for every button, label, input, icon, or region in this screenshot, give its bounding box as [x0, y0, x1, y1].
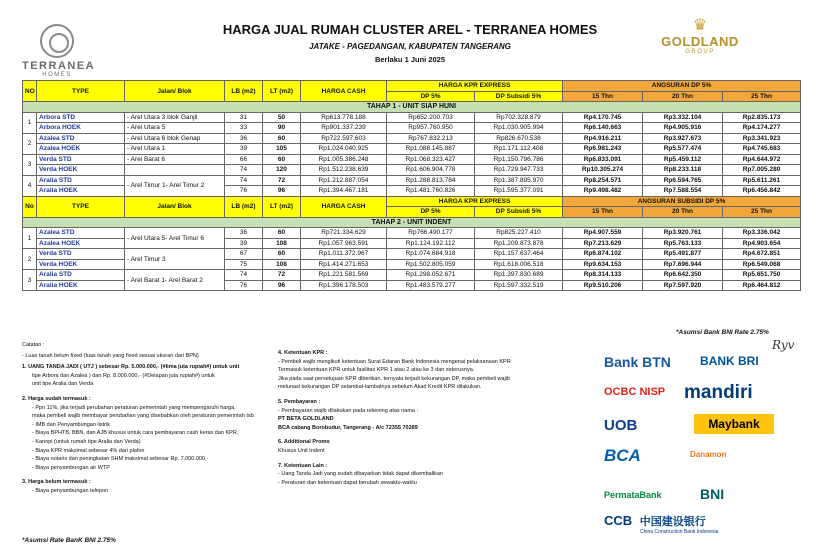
table-row	[23, 228, 801, 239]
cell-no: 1	[23, 112, 37, 133]
notes-list-item: - Ppn 11%, jika terjadi perubahan peraturan pemerintah yang mempengaruhi harga,	[32, 404, 236, 411]
cell-a20: Rp3.920.761	[643, 228, 723, 239]
notes-belum-title: 3. Harga belum termasuk :	[22, 479, 91, 486]
cell-a15: Rp9.634.153	[563, 259, 643, 270]
cell-cash: Rp613.778.188	[301, 112, 387, 123]
cell-a25: Rp3.336.042	[723, 228, 801, 239]
cell-a15: Rp4.916.211	[563, 133, 643, 144]
cell-cash: Rp1.011.372.967	[301, 249, 387, 260]
price-table	[22, 80, 801, 291]
cell-cash: Rp1.396.178.503	[301, 280, 387, 291]
cell-lb: 74	[225, 165, 263, 176]
cell-dp5: Rp1.074.684.918	[387, 249, 475, 260]
cell-cash: Rp1.005.386.248	[301, 154, 387, 165]
cell-no: 3	[23, 154, 37, 175]
notes-kpr-list	[278, 358, 523, 392]
cell-lt: 108	[263, 238, 301, 249]
cell-jalan: - Arel Timur 3	[125, 249, 225, 270]
cell-dp5: Rp1.124.192.112	[387, 238, 475, 249]
col-type-2: TYPE	[37, 196, 125, 217]
cell-cash: Rp1.057.963.591	[301, 238, 387, 249]
notes-list-item: - Pembeli wajib mengikuti ketentuan Surat Edaran Bank Indonesia mengenai pelaksanaan KPR	[278, 358, 511, 365]
cell-lb: 75	[225, 259, 263, 270]
bottom-rate-note: *Asumsi Rate BanK BNI 2.75%	[22, 537, 116, 544]
bri-logo-text: BANK BRI	[700, 354, 759, 368]
bni-logo	[700, 486, 724, 502]
cell-a15: Rp9.498.482	[563, 186, 643, 197]
notes-luas: - Luas tanah belum fixed (luas tanah yang fixed sesuai ukuran dari BPN)	[22, 352, 199, 359]
cell-a15: Rp7.213.629	[563, 238, 643, 249]
notes-pembayaran-account: BCA cabang Borobudur, Tangerang - A/c 72355 70289	[278, 424, 418, 431]
mandiri-logo-text: mandiri	[684, 382, 753, 403]
cell-a15: Rp8.314.133	[563, 270, 643, 281]
cell-a20: Rp6.594.765	[643, 175, 723, 186]
cell-dp5: Rp1.088.145.887	[387, 144, 475, 155]
col-lt-2: LT (m2)	[263, 196, 301, 217]
cell-jalan: - Arel Utara 6 blok Genap	[125, 133, 225, 144]
cell-type: Azalea HOEK	[37, 144, 125, 155]
col-jalan: Jalan/ Blok	[125, 81, 225, 102]
cell-a20: Rp7.588.554	[643, 186, 723, 197]
notes-utj-title: 1. UANG TANDA JADI ( UTJ ) sebesar Rp. 5.000.000,- (#lima juta rupiah#) untuk unit	[22, 364, 240, 371]
cell-lt: 60	[263, 154, 301, 165]
cell-cash: Rp1.414.271.653	[301, 259, 387, 270]
cell-dp5: Rp1.068.323.427	[387, 154, 475, 165]
notes-list-item: Jika pada saat persetujuan KPR diberikan, ternyata terjadi kekurangan DP, maka pembeli wajib	[278, 375, 510, 382]
cell-a20: Rp5.763.133	[643, 238, 723, 249]
cell-a15: Rp4.907.559	[563, 228, 643, 239]
notes-list-item: - Biaya BPHTB, BBN, dan AJB khusus untuk cara pembayaran cash keras dan KPR.	[32, 430, 239, 437]
cell-jalan	[125, 165, 225, 176]
cell-lt: 72	[263, 175, 301, 186]
notes-termasuk-list	[22, 404, 272, 473]
cell-lb: 76	[225, 280, 263, 291]
notes-list-item: maka pembeli wajib membayar perubahan yang disebabkan oleh peraturan pemerintah tsb.	[32, 413, 256, 420]
cell-jalan: - Arel Timur 1- Arel Timur 2	[125, 175, 225, 196]
ccb-logo-en: China Construction Bank Indonesia	[640, 529, 719, 535]
cell-sub: Rp1.209.873.878	[475, 238, 563, 249]
cell-sub: Rp1.597.332.519	[475, 280, 563, 291]
cell-sub: Rp1.595.377.091	[475, 186, 563, 197]
cell-a15: Rp6.140.663	[563, 123, 643, 134]
cell-a15: Rp8.254.571	[563, 175, 643, 186]
col-angsuran: ANGSURAN DP 5%	[563, 81, 801, 92]
table-row	[23, 270, 801, 281]
notes-catatan: Catatan :	[22, 342, 45, 348]
col-angsuran-subsidi: ANGSURAN SUBSIDI DP 5%	[563, 196, 801, 207]
permata-logo	[604, 490, 662, 500]
cell-cash: Rp1.221.581.569	[301, 270, 387, 281]
notes-pembayaran-company: PT BETA GOLDLAND	[278, 416, 334, 423]
col-25thn: 25 Thn	[723, 91, 801, 102]
goldland-logo-sub: GROUP	[685, 49, 715, 55]
cell-type: Aralia STD	[37, 270, 125, 281]
cell-a20: Rp5.577.474	[643, 144, 723, 155]
cell-cash: Rp1.394.467.181	[301, 186, 387, 197]
cell-lt: 105	[263, 144, 301, 155]
cell-a15: Rp6.874.102	[563, 249, 643, 260]
cell-lb: 74	[225, 270, 263, 281]
cell-a25: Rp4.672.851	[723, 249, 801, 260]
page-title: HARGA JUAL RUMAH CLUSTER AREL - TERRANEA HOMES	[222, 22, 598, 37]
uob-logo	[604, 417, 637, 434]
notes-lain-item-2: - Peraturan dan ketentuan dapat berubah sewaktu-waktu	[278, 479, 417, 486]
cell-type: Verda STD	[37, 154, 125, 165]
cell-type: Aralia STD	[37, 175, 125, 186]
col-25thn-2: 25 Thn	[723, 207, 801, 218]
cell-jalan: - Arel Utara 1	[125, 144, 225, 155]
cell-a25: Rp4.903.654	[723, 238, 801, 249]
cell-sub: Rp1.030.905.994	[475, 123, 563, 134]
notes-pembayaran-title: 5. Pembayaran :	[278, 398, 321, 405]
cell-cash: Rp1.212.887.054	[301, 175, 387, 186]
cell-type: Verda HOEK	[37, 165, 125, 176]
cell-a20: Rp7.696.944	[643, 259, 723, 270]
col-cash-2: HARGA CASH	[301, 196, 387, 217]
notes-lain-title: 7. Ketentuan Lain :	[278, 462, 328, 469]
section-tahap-2: TAHAP 2 - UNIT INDENT	[23, 217, 801, 228]
cell-a25: Rp2.835.173	[723, 112, 801, 123]
bni-logo-text: BNI	[700, 486, 725, 502]
btn-logo	[604, 354, 671, 370]
goldland-logo-name: GOLDLAND	[661, 34, 739, 49]
col-no-2: No	[23, 196, 37, 217]
cell-a25: Rp4.644.972	[723, 154, 801, 165]
cell-a25: Rp3.341.923	[723, 133, 801, 144]
notes-pembayaran-line: - Pembayaran wajib dilakukan pada rekening atas nama :	[278, 407, 419, 414]
table-row	[23, 154, 801, 165]
rate-note: *Asumsi Bank BNI Rate 2.75%	[676, 329, 769, 336]
cell-lb: 33	[225, 123, 263, 134]
cell-a15: Rp9.510.206	[563, 280, 643, 291]
danamon-logo	[690, 450, 726, 459]
notes-right	[278, 349, 523, 487]
cell-a25: Rp6.464.812	[723, 280, 801, 291]
cell-no: 1	[23, 228, 37, 249]
cell-lt: 60	[263, 228, 301, 239]
notes-lain-item-1: - Uang Tanda Jadi yang sudah dibayarkan tidak dapat dikembalikan	[278, 471, 444, 478]
notes-belum-item: - Biaya penyambungan telepon	[32, 487, 109, 494]
table-row	[23, 123, 801, 134]
effective-date: Berlaku 1 Juni 2025	[374, 55, 446, 64]
notes-promo-item: Khusus Unit Indent	[278, 447, 325, 454]
terranea-logo-sub: HOMES	[42, 72, 72, 78]
cell-a25: Rp4.174.277	[723, 123, 801, 134]
cell-sub: Rp1.397.830.689	[475, 270, 563, 281]
notes-list-item: Termasuk ketentuan KPR untuk fasilitas KPR 1 atau 2 atau ke 3 dan seterusnya.	[278, 367, 475, 374]
cell-lb: 76	[225, 186, 263, 197]
terranea-logo-name: TERRANEA	[22, 60, 96, 72]
cell-dp5: Rp1.481.760.826	[387, 186, 475, 197]
cell-dp5: Rp652.200.703	[387, 112, 475, 123]
cell-no: 2	[23, 133, 37, 154]
col-15thn-2: 15 Thn	[563, 207, 643, 218]
cell-lb: 66	[225, 154, 263, 165]
notes-list-item: - Biaya KPR maksimal sebesar 4% dari plafon	[32, 447, 145, 454]
cell-cash: Rp721.334.629	[301, 228, 387, 239]
cell-type: Arbora HOEK	[37, 123, 125, 134]
table-row	[23, 112, 801, 123]
cell-cash: Rp722.597.603	[301, 133, 387, 144]
cell-a20: Rp6.642.350	[643, 270, 723, 281]
cell-a15: Rp10.305.274	[563, 165, 643, 176]
cell-type: Verda STD	[37, 249, 125, 260]
cell-type: Verda HOEK	[37, 259, 125, 270]
table-header-row-1	[23, 81, 801, 92]
cell-sub: Rp1.150.796.786	[475, 154, 563, 165]
table-header-row-3	[23, 196, 801, 207]
cell-jalan: - Arel Utara 5	[125, 123, 225, 134]
notes-list-item: - Biaya notaris dan peningkatan SHM maksimal sebesar Rp. 7.000.000,-	[32, 456, 209, 463]
cell-dp5: Rp766.490.177	[387, 228, 475, 239]
cell-lb: 74	[225, 175, 263, 186]
notes-list-item: - Biaya penyambungan air WTP	[32, 464, 110, 471]
cell-a15: Rp6.833.091	[563, 154, 643, 165]
cell-a25: Rp6.549.068	[723, 259, 801, 270]
cell-sub: Rp1.729.947.733	[475, 165, 563, 176]
maybank-logo	[694, 414, 774, 434]
col-kpr-express: HARGA KPR EXPRESS	[387, 81, 563, 92]
page-location: JATAKE - PAGEDANGAN, KABUPATEN TANGERANG	[309, 42, 511, 51]
notes-kpr-title: 4. Ketentuan KPR :	[278, 350, 328, 356]
ccb-logo-text: CCB	[604, 513, 633, 528]
notes-utj-line3: unit tipe Aralia dan Verda	[32, 381, 94, 388]
cell-type: Azalea HOEK	[37, 238, 125, 249]
col-dp5-2: DP 5%	[387, 207, 475, 218]
col-no: NO	[23, 81, 37, 102]
cell-lb: 36	[225, 133, 263, 144]
maybank-logo-text: Maybank	[708, 417, 760, 431]
cell-lb: 39	[225, 144, 263, 155]
cell-type: Aralia HOEK	[37, 186, 125, 197]
cell-a20: Rp5.491.877	[643, 249, 723, 260]
cell-a20: Rp5.459.112	[643, 154, 723, 165]
cell-sub: Rp825.227.410	[475, 228, 563, 239]
cell-lt: 50	[263, 112, 301, 123]
cell-a20: Rp8.233.118	[643, 165, 723, 176]
cell-lt: 96	[263, 186, 301, 197]
cell-a25: Rp6.456.842	[723, 186, 801, 197]
uob-logo-text: UOB	[604, 417, 638, 434]
notes-list-item: melunasi kekurangan DP selambat-lambatnya sebelum Akad Kredit KPR dilakukan.	[278, 384, 482, 391]
section-tahap-1: TAHAP 1 - UNIT SIAP HUNI	[23, 102, 801, 113]
cell-a15: Rp6.981.243	[563, 144, 643, 155]
cell-cash: Rp1.024.040.925	[301, 144, 387, 155]
notes-utj-line2: tipe Arbora dan Azalea ) dan Rp. 8.000.000,- (#Delapan juta rupiah#) untuk	[32, 372, 215, 379]
cell-cash: Rp1.512.238.639	[301, 165, 387, 176]
bri-logo	[700, 354, 759, 368]
col-lt: LT (m2)	[263, 81, 301, 102]
mandiri-logo	[684, 382, 753, 404]
cell-a20: Rp7.597.920	[643, 280, 723, 291]
col-15thn: 15 Thn	[563, 91, 643, 102]
cell-sub: Rp702.328.879	[475, 112, 563, 123]
permata-logo-text: PermataBank	[604, 490, 662, 500]
col-cash: HARGA CASH	[301, 81, 387, 102]
cell-lb: 36	[225, 228, 263, 239]
cell-lb: 39	[225, 238, 263, 249]
cell-lt: 90	[263, 123, 301, 134]
cell-type: Aralia HOEK	[37, 280, 125, 291]
cell-no: 3	[23, 270, 37, 291]
cell-dp5: Rp957.760.950	[387, 123, 475, 134]
notes-termasuk-title: 2. Harga sudah termasuk :	[22, 395, 91, 402]
cell-a25: Rp7.005.280	[723, 165, 801, 176]
notes-list-item: - Kanopi (untuk rumah tipe Aralia dan Verda)	[32, 438, 141, 445]
cell-no: 2	[23, 249, 37, 270]
cell-jalan: - Arel Utara 5- Arel Timur 6	[125, 228, 225, 249]
col-dp5: DP 5%	[387, 91, 475, 102]
bca-logo-text: BCA	[604, 446, 641, 465]
col-dp-subsidi: DP Subsidi 5%	[475, 91, 563, 102]
cell-a25: Rp5.611.261	[723, 175, 801, 186]
cell-a25: Rp4.745.683	[723, 144, 801, 155]
col-jalan-2: Jalan/ Blok	[125, 196, 225, 217]
btn-logo-text: Bank BTN	[604, 354, 671, 370]
cell-lt: 120	[263, 165, 301, 176]
cell-cash: Rp901.337.239	[301, 123, 387, 134]
danamon-logo-text: Danamon	[690, 450, 727, 459]
col-type: TYPE	[37, 81, 125, 102]
cell-lt: 60	[263, 249, 301, 260]
cell-type: Azalea STD	[37, 228, 125, 239]
cell-dp5: Rp1.298.052.671	[387, 270, 475, 281]
cell-no: 4	[23, 175, 37, 196]
crown-icon: ♛	[692, 17, 708, 34]
cell-jalan: - Arel Utara 3 blok Ganjil	[125, 112, 225, 123]
cell-lb: 31	[225, 112, 263, 123]
cell-dp5: Rp1.288.813.784	[387, 175, 475, 186]
cell-lt: 60	[263, 133, 301, 144]
cell-sub: Rp1.157.637.464	[475, 249, 563, 260]
signature: Ryv	[772, 338, 795, 352]
table-row	[23, 165, 801, 176]
ocbc-logo-text: OCBC NISP	[604, 386, 666, 398]
cell-a15: Rp4.170.745	[563, 112, 643, 123]
cell-type: Arbora STD	[37, 112, 125, 123]
table-row	[23, 144, 801, 155]
col-lb: LB (m2)	[225, 81, 263, 102]
cell-dp5: Rp1.606.904.778	[387, 165, 475, 176]
cell-sub: Rp1.387.895.970	[475, 175, 563, 186]
cell-lt: 72	[263, 270, 301, 281]
cell-sub: Rp1.618.006.518	[475, 259, 563, 270]
cell-jalan: - Arel Barat 1- Arel Barat 2	[125, 270, 225, 291]
cell-a20: Rp3.332.104	[643, 112, 723, 123]
notes-left	[22, 341, 272, 496]
table-row	[23, 133, 801, 144]
cell-dp5: Rp1.483.579.277	[387, 280, 475, 291]
col-20thn: 20 Thn	[643, 91, 723, 102]
cell-lt: 96	[263, 280, 301, 291]
ocbc-logo	[604, 386, 665, 398]
cell-dp5: Rp1.502.805.059	[387, 259, 475, 270]
cell-a20: Rp4.905.916	[643, 123, 723, 134]
table-row	[23, 175, 801, 186]
col-dp-subsidi-2: DP Subsidi 5%	[475, 207, 563, 218]
ccb-logo	[604, 513, 718, 535]
cell-dp5: Rp767.832.213	[387, 133, 475, 144]
ccb-logo-cn: 中国建设银行	[639, 516, 706, 528]
cell-jalan: - Arel Barat 6	[125, 154, 225, 165]
cell-sub: Rp1.171.112.408	[475, 144, 563, 155]
col-lb-2: LB (m2)	[225, 196, 263, 217]
cell-lt: 108	[263, 259, 301, 270]
notes-promo-title: 6. Additional Promo	[278, 439, 330, 446]
cell-type: Azalea STD	[37, 133, 125, 144]
cell-a20: Rp3.927.673	[643, 133, 723, 144]
col-20thn-2: 20 Thn	[643, 207, 723, 218]
col-kpr-express-2: HARGA KPR EXPRESS	[387, 196, 563, 207]
notes-list-item: - IMB dan Penyambungan listrik	[32, 421, 110, 428]
cell-sub: Rp826.670.538	[475, 133, 563, 144]
table-row	[23, 249, 801, 260]
bca-logo	[604, 446, 641, 466]
cell-a25: Rp5.651.750	[723, 270, 801, 281]
cell-lb: 67	[225, 249, 263, 260]
